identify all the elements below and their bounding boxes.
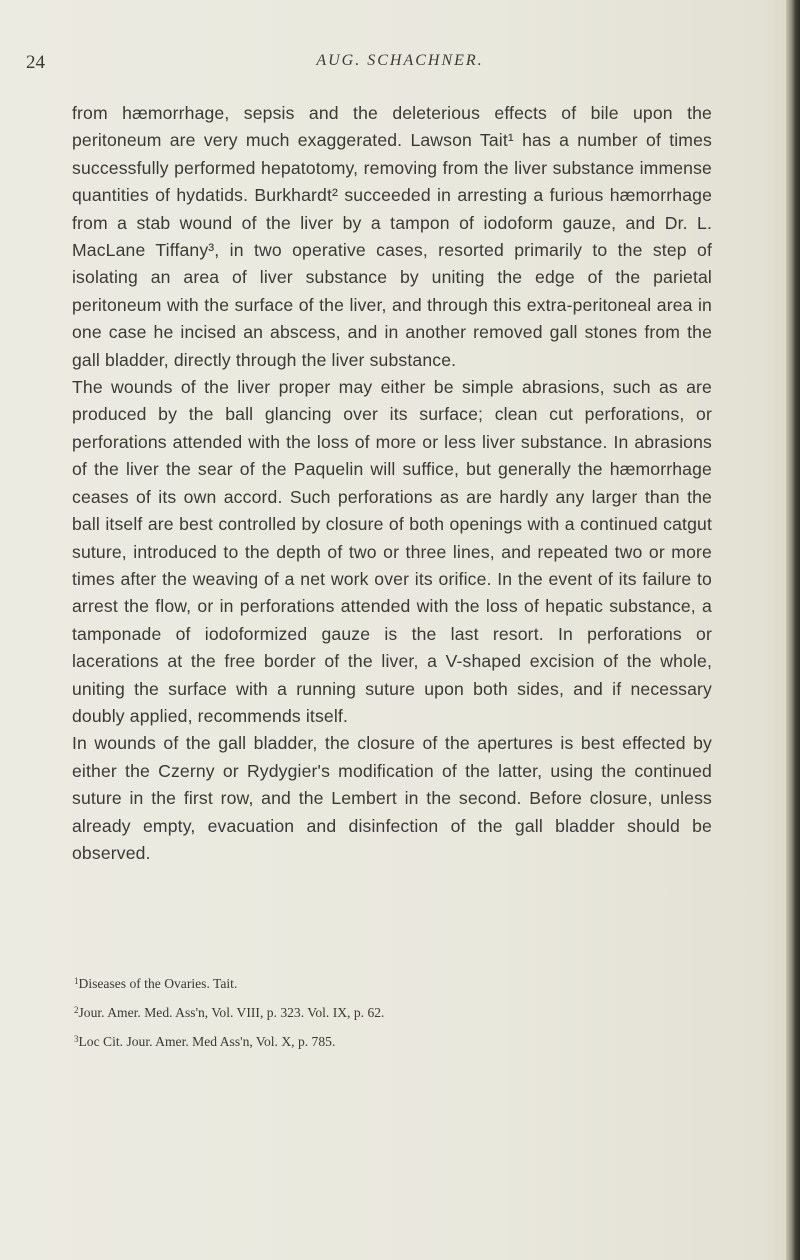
footnote-mark: 2 — [74, 1005, 79, 1015]
body-text — [72, 100, 712, 867]
footnote-mark: 3 — [74, 1034, 79, 1044]
paragraph — [72, 730, 712, 867]
footnotes — [74, 968, 714, 1055]
paragraph: from hæmorrhage, sepsis and the deleterious effects of bile upon the peritoneum are very much exaggerated. Lawson Tait¹ has a number of times successfully performed hepatotomy, removing from the liver substance immense quantities of hydatids. Burkhardt² succeeded in arresting a furious hæmorrhage from a stab wound of the liver by a tampon of iodoform gauze, and Dr. L. MacLane Tiffany³, in two operative cases, resorted primarily to the step of isolating an area of liver substance by uniting the edge of the parietal peritoneum with the surface of the liver, and through this extra-peritoneal area in one case he incised an abscess, and in another removed gall stones from the gall bladder, directly through the liver substance. — [72, 103, 712, 370]
footnote — [74, 997, 714, 1026]
footnote-text: Diseases of the Ovaries. Tait. — [78, 976, 238, 991]
running-head: AUG. SCHACHNER. — [316, 52, 484, 69]
footnote — [74, 1026, 714, 1055]
footnote-mark: 1 — [74, 976, 79, 986]
footnote — [74, 968, 714, 997]
paragraph-text: In wounds of the gall bladder, the closure of the apertures is best effected by either the Czerny or Rydygier's modification of the latter, using the continued suture in the first row, and the Lembert in the second. Before closure, unless already empty, evacuation and disinfection of the gall bladder should be observed. — [72, 733, 712, 863]
page-binding-edge — [786, 0, 800, 1260]
page-number: 24 — [26, 52, 45, 73]
footnote-text: Loc Cit. Jour. Amer. Med Ass'n, Vol. X, p. 785. — [78, 1034, 336, 1049]
paragraph — [72, 374, 712, 730]
paragraph-text: The wounds of the liver proper may either be simple abrasions, such as are produced by the ball glancing over its surface; clean cut perforations, or perforations attended with the loss of more or less liver substance. In abrasions of the liver the sear of the Paquelin will suffice, but generally the hæmorrhage ceases of its own accord. Such perforations as are hardly any larger than the ball itself are best controlled by closure of both openings with a continued catgut suture, introduced to the depth of two or three lines, and repeated two or more times after the weaving of a net work over its orifice. In the event of its failure to arrest the flow, or in perforations attended with the loss of hepatic substance, a tamponade of iodoformized gauze is the last resort. In perforations or lacerations at the free border of the liver, a V-shaped excision of the whole, uniting the surface with a running suture upon both sides, and if necessary doubly applied, recommends itself. — [72, 377, 712, 726]
footnote-text: Jour. Amer. Med. Ass'n, Vol. VIII, p. 323. Vol. IX, p. 62. — [78, 1005, 385, 1020]
